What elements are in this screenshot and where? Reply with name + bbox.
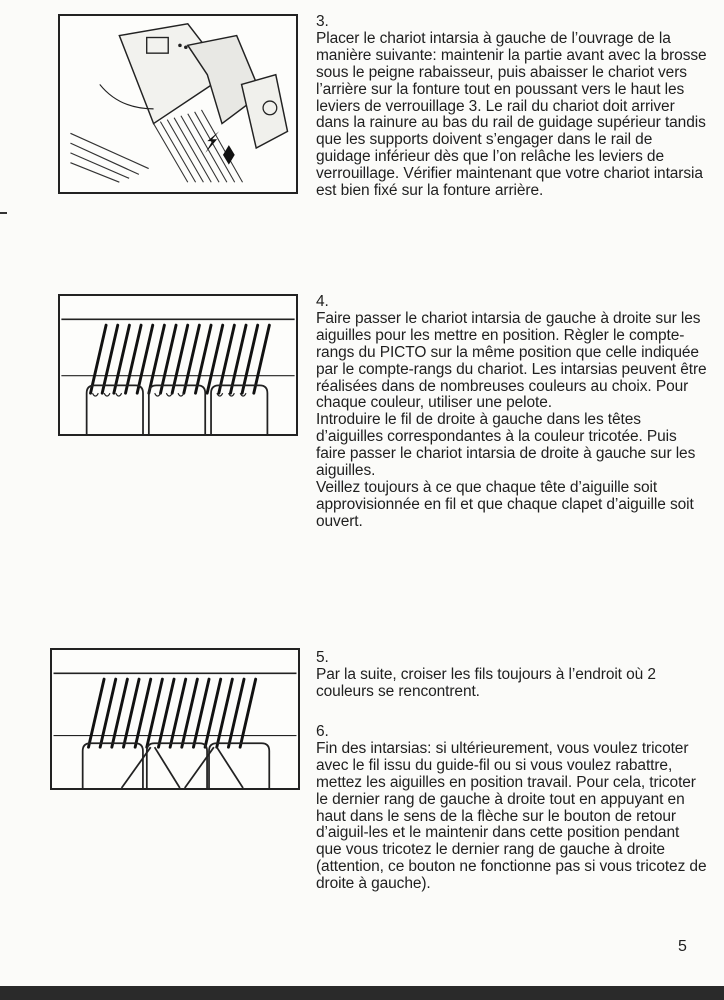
step-6-number: 6. (316, 723, 329, 740)
margin-mark (0, 212, 7, 214)
step-5 (316, 650, 708, 701)
step-4-paragraph-1: Faire passer le chariot intarsia de gauche à droite sur les aiguilles pour les mettre en position. Règler le compte-rangs du PICTO sur la même position que celle indiquée par le compte-rangs du chariot. Les intarsias peuvent être réalisées dans de nombreuses couleurs au choix. Pour chaque couleur, utiliser une pelote. (316, 309, 707, 412)
figure-needles-threaded (58, 294, 298, 436)
step-5-number: 5. (316, 649, 329, 666)
figure-crossed-yarns (50, 648, 300, 790)
needles-threaded-illustration (60, 296, 296, 434)
step-6-text: Fin des intarsias: si ultérieurement, vous voulez tricoter avec le fil issu du guide-fil ou si vous voulez rabattre, mettez les aiguilles en position travail. Pour cela, tricoter le dernier rang de gauche à droite tout en appuyant en haut dans le sens de la flèche sur le bouton de retour d’aiguil-les et le maintenir dans cette position pendant que vous tricotez le dernier rang de gauche à droite (attention, ce bouton ne fonctionne pas si vous tricotez de droite à gauche). (316, 739, 707, 893)
step-3 (316, 14, 708, 200)
step-3-number: 3. (316, 13, 329, 30)
page-number: 5 (678, 938, 687, 955)
step-4-paragraph-3: Veillez toujours à ce que chaque tête d’aiguille soit approvisionnée en fil et que chaque clapet d’aiguille soit ouvert. (316, 478, 694, 530)
figure-carriage-mounting (58, 14, 298, 194)
step-5-text: Par la suite, croiser les fils toujours à l’endroit où 2 couleurs se rencontrent. (316, 665, 656, 700)
carriage-mounting-illustration (60, 16, 296, 192)
step-4-number: 4. (316, 293, 329, 310)
step-4 (316, 294, 708, 531)
step-6 (316, 724, 708, 893)
crossed-yarns-illustration (52, 650, 298, 788)
page-bottom-edge (0, 986, 724, 1000)
step-3-text: Placer le chariot intarsia à gauche de l’ouvrage de la manière suivante: maintenir la partie avant avec la brosse sous le peigne rabaisseur, puis abaisser le chariot vers l’arrière sur la fonture tout en poussant vers le haut les leviers de verrouillage 3. Le rail du chariot doit arriver dans la rainure au bas du rail de guidage supérieur tandis que les supports doivent s’engager dans le rail de guidage inférieur dès que l’on relâche les leviers de verrouillage. Vérifier maintenant que votre chariot intarsia est bien fixé sur la fonture arrière. (316, 29, 707, 200)
step-4-paragraph-2: Introduire le fil de droite à gauche dans les têtes d’aiguilles correspondantes à la couleur tricotée. Puis faire passer le chariot intarsia de droite à gauche sur les aiguilles. (316, 411, 696, 480)
